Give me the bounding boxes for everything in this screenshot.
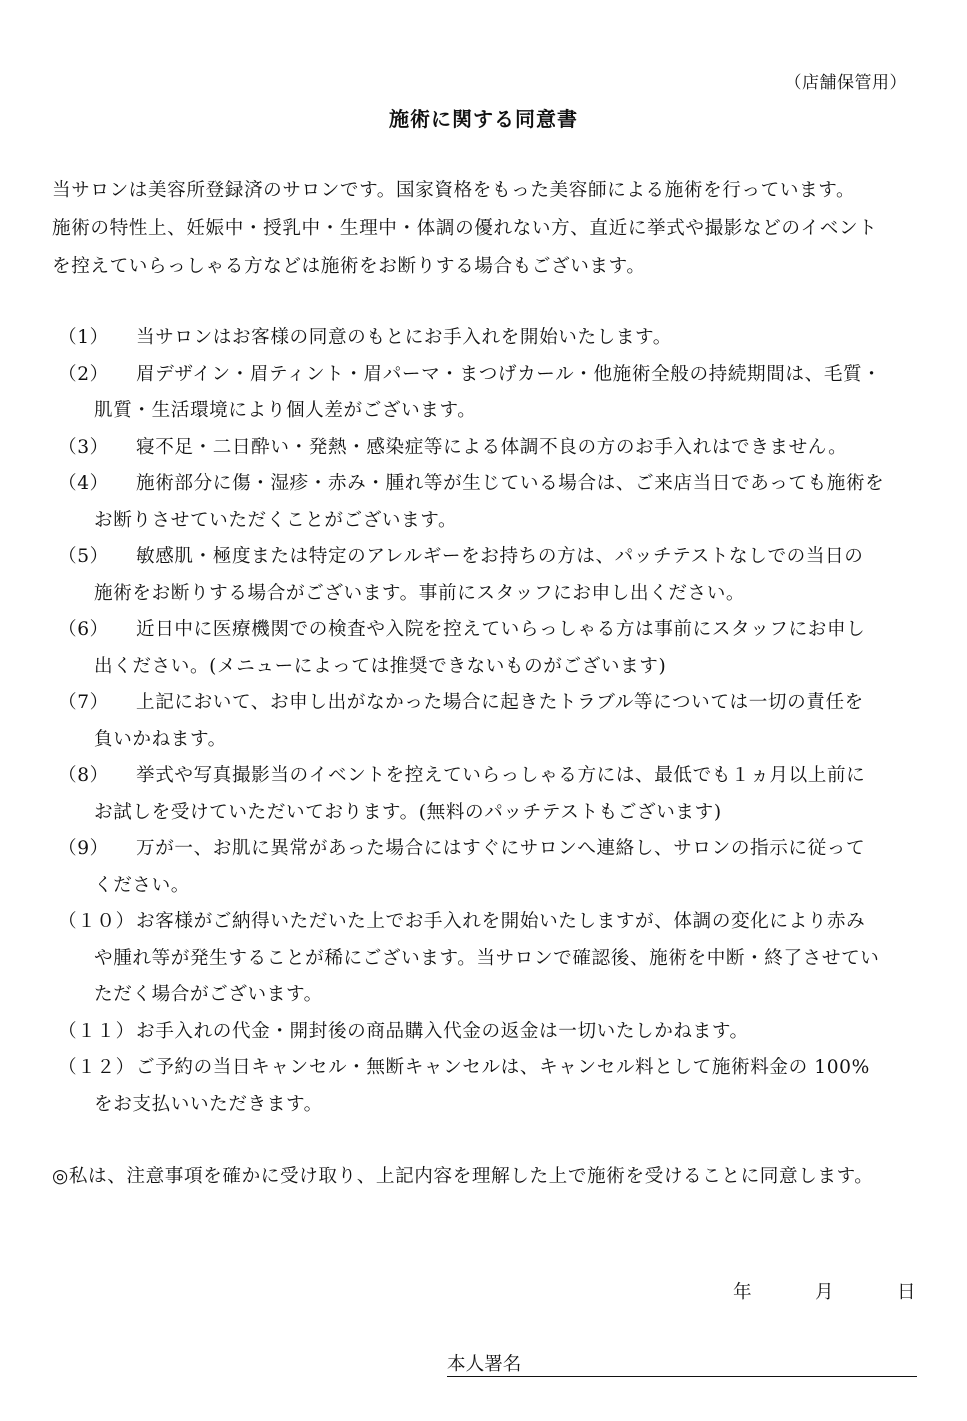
consent-item <box>58 357 918 430</box>
consent-item <box>58 430 918 467</box>
item-number: （9） <box>58 838 109 859</box>
consent-item <box>58 1014 918 1051</box>
item-number: （7） <box>58 692 109 713</box>
date-day-label: 日 <box>897 1282 916 1303</box>
item-text-line: 出ください。(メニューによっては推奨できないものがございます) <box>94 655 667 677</box>
item-text-line: 眉デザイン・眉ティント・眉パーマ・まつげカール・他施術全般の持続期間は、毛質・ <box>136 363 882 385</box>
item-number: （8） <box>58 765 109 786</box>
item-number: （１０） <box>58 911 135 932</box>
item-text-line: お試しを受けていただいております。(無料のパッチテストもございます) <box>94 801 722 823</box>
consent-item <box>58 1050 918 1123</box>
store-copy-label: （店舗保管用） <box>784 73 907 93</box>
item-text-line: ただく場合がございます。 <box>94 984 323 1005</box>
item-text <box>94 612 918 685</box>
item-text-line: 挙式や写真撮影当のイベントを控えていらっしゃる方には、最低でも１ヵ月以上前に <box>136 765 866 786</box>
item-text-line: 敏感肌・極度または特定のアレルギーをお持ちの方は、パッチテストなしでの当日の <box>136 546 864 567</box>
item-text <box>94 430 918 467</box>
document-title: 施術に関する同意書 <box>389 107 578 131</box>
item-text-line: 施術をお断りする場合がございます。事前にスタッフにお申し出ください。 <box>94 582 746 604</box>
consent-item <box>58 466 918 539</box>
item-text <box>94 539 918 612</box>
date-month-label: 月 <box>815 1282 834 1303</box>
item-text-line: ください。 <box>94 874 190 896</box>
consent-item <box>58 758 918 831</box>
item-text-line: 近日中に医療機関での検査や入院を控えていらっしゃる方は事前にスタッフにお申し <box>136 619 866 640</box>
item-text-line: 肌質・生活環境により個人差がございます。 <box>94 400 477 421</box>
item-text <box>94 758 918 831</box>
item-text <box>94 1014 918 1051</box>
item-number: （5） <box>58 546 109 567</box>
item-number: （3） <box>58 436 109 458</box>
consent-item <box>58 612 918 685</box>
item-text <box>94 357 918 430</box>
item-text-line: お手入れの代金・開封後の商品購入代金の返金は一切いたしかねます。 <box>136 1020 749 1042</box>
consent-item <box>58 320 918 357</box>
item-number: （1） <box>58 327 109 348</box>
item-number: （4） <box>58 473 109 494</box>
item-text <box>94 904 918 1014</box>
item-text-line: お客様がご納得いただいた上でお手入れを開始いたしますが、体調の変化により赤み <box>136 911 866 932</box>
consent-item <box>58 539 918 612</box>
item-number: （2） <box>58 363 109 385</box>
intro-line: 当サロンは美容所登録済のサロンです。国家資格をもった美容師による施術を行っています。 <box>52 180 856 201</box>
consent-item <box>58 904 918 1014</box>
item-text-line: をお支払いいただきます。 <box>94 1093 323 1115</box>
date-year-label: 年 <box>733 1282 752 1303</box>
consent-items-list <box>58 320 918 1123</box>
signature-label: 本人署名 <box>447 1354 522 1375</box>
item-text-line: ご予約の当日キャンセル・無断キャンセルは、キャンセル料として施術料金の 100% <box>136 1057 870 1078</box>
agreement-statement: ◎私は、注意事項を確かに受け取り、上記内容を理解した上で施術を受けることに同意します。 <box>52 1166 874 1187</box>
item-text <box>94 685 918 758</box>
item-text-line: 当サロンはお客様の同意のもとにお手入れを開始いたします。 <box>136 327 672 348</box>
item-text-line: 寝不足・二日酔い・発熱・感染症等による体調不良の方のお手入れはできません。 <box>136 436 848 458</box>
item-text <box>94 466 918 539</box>
item-text <box>94 320 918 357</box>
item-text-line: 負いかねます。 <box>94 728 227 750</box>
item-number: （１２） <box>58 1057 135 1078</box>
signature-line[interactable] <box>447 1350 917 1377</box>
item-text <box>94 1050 918 1123</box>
intro-line: 施術の特性上、妊娠中・授乳中・生理中・体調の優れない方、直近に挙式や撮影などのイベント <box>52 218 878 239</box>
intro-paragraph <box>52 172 918 286</box>
item-text-line: や腫れ等が発生することが稀にございます。当サロンで確認後、施術を中断・終了させてい <box>94 947 880 969</box>
date-row <box>0 1278 967 1308</box>
intro-line: を控えていらっしゃる方などは施術をお断りする場合もございます。 <box>52 256 646 277</box>
consent-item <box>58 685 918 758</box>
item-text-line: 施術部分に傷・湿疹・赤み・腫れ等が生じている場合は、ご来店当日であっても施術を <box>136 473 885 494</box>
item-number: （１１） <box>58 1020 135 1042</box>
item-number: （6） <box>58 619 109 640</box>
item-text-line: お断りさせていただくことがございます。 <box>94 509 458 531</box>
item-text-line: 万が一、お肌に異常があった場合にはすぐにサロンへ連絡し、サロンの指示に従って <box>136 838 866 859</box>
item-text-line: 上記において、お申し出がなかった場合に起きたトラブル等については一切の責任を <box>136 692 864 713</box>
item-text <box>94 831 918 904</box>
consent-item <box>58 831 918 904</box>
